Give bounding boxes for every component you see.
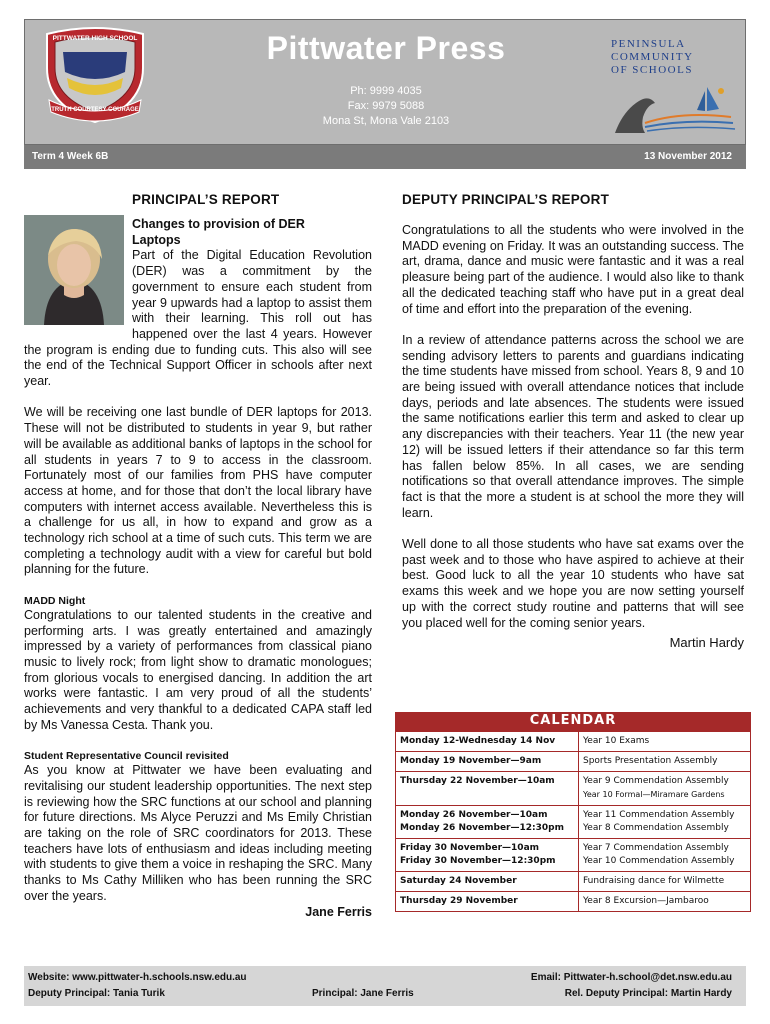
peninsula-community-logo (611, 38, 739, 140)
calendar-row (395, 892, 751, 912)
calendar-row (395, 752, 751, 772)
calendar-date: Monday 26 November—12:30pm (400, 823, 564, 833)
deputy-paragraph-3: Well done to all those students who have sat exams over the past week and to those who have aspired to achieve at their best. Good luck to all the year 10 students who have sat exams this week and we hope you are now setting yourself up with the correct study routine and patterns that will see you placed well for the coming senior years. (402, 537, 744, 630)
calendar-event: Year 10 Formal—Miramare Gardens (583, 790, 725, 799)
term-bar (24, 145, 746, 169)
term-week: Term 4 Week 6B (32, 151, 109, 162)
footer-website: Website: www.pittwater-h.schools.nsw.edu.au (28, 972, 247, 983)
principal-report (24, 192, 372, 920)
calendar-date: Monday 19 November—9am (400, 756, 542, 766)
calendar-event: Year 10 Exams (583, 736, 650, 746)
calendar-date-cell (396, 872, 579, 891)
footer-deputy-principal: Deputy Principal: Tania Turik (28, 988, 165, 999)
calendar-event-cell (579, 806, 750, 838)
calendar-event-cell (579, 839, 750, 871)
deputy-principal-report (402, 192, 744, 651)
partner-logo-line: COMMUNITY (611, 51, 694, 63)
calendar-event-cell (579, 752, 750, 771)
calendar-date: Friday 30 November—12:30pm (400, 856, 556, 866)
calendar-date-cell (396, 732, 579, 751)
calendar-event: Year 7 Commendation Assembly (583, 843, 729, 853)
calendar-heading: CALENDAR (395, 712, 751, 732)
der-title-line1: Changes to provision of DER (132, 217, 305, 231)
calendar-row (395, 806, 751, 839)
src-heading: Student Representative Council revisited (24, 750, 229, 763)
school-address: Mona St, Mona Vale 2103 (322, 115, 450, 127)
partner-logo-line: OF SCHOOLS (611, 64, 693, 76)
calendar-event: Year 10 Commendation Assembly (583, 856, 735, 866)
calendar-date: Friday 30 November—10am (400, 843, 540, 853)
calendar-table (395, 712, 751, 912)
der-paragraph-1: Part of the Digital Education Revolution (DER) was a commitment by the government to ensure each student from year 9 upwards had a laptop to assist them with their learning. This roll out has happened over the last 4 years. However the program is ending due to funding cuts. This also will see the end of the Technical Support Officer in schools after next year. (24, 248, 372, 389)
calendar-date-cell (396, 806, 579, 838)
crest-top-text: PITTWATER HIGH SCHOOL (52, 35, 138, 42)
footer-email: Email: Pittwater-h.school@det.nsw.edu.au (530, 972, 732, 983)
madd-night-paragraph: Congratulations to our talented students in the creative and performing arts. I was greatly entertained and amazingly impressed by a variety of performances from classical piano music to lively rock; from light show to dramatic monologues; from glorious vocals to energised dancing. In addition the art works were fantastic. I am very proud of all the students’ achievements and very thankful to a dedicated CAPA staff led by Ms Vanessa Cesta. Thank you. (24, 607, 372, 732)
calendar-event: Sports Presentation Assembly (583, 756, 718, 766)
phone-number: Ph: 9999 4035 (350, 85, 422, 97)
calendar-event-cell (579, 732, 750, 751)
calendar-event-cell (579, 772, 750, 805)
calendar-row (395, 872, 751, 892)
calendar-row (395, 839, 751, 872)
deputy-paragraph-2: In a review of attendance patterns across the school we are sending advisory letters to parents and guardians indicating the time students have missed from school. Years 8, 9 and 10 are being issued with overall attendance notices that include days, periods and late absences. The students were issued the same notifications earlier this term and asked to clear up any discrepancies with their teachers. Year 11 (the new year 12) will be issued letters if their attendance so far this term has fallen below 85%. In all cases, we are sending notifications so that overall attendance improves. The simple fact is that the more a student is at school the more they will learn. (402, 332, 744, 520)
calendar-date-cell (396, 892, 579, 911)
calendar-event: Year 9 Commendation Assembly (583, 776, 729, 786)
principal-signature: Jane Ferris (305, 905, 372, 920)
coastline-icon (611, 77, 739, 139)
partner-logo-line: PENINSULA (611, 38, 686, 50)
page-footer (24, 966, 746, 1006)
calendar-event: Year 8 Excursion—Jambaroo (583, 896, 709, 906)
calendar-row (395, 772, 751, 806)
calendar-date: Thursday 29 November (400, 896, 518, 906)
calendar-row (395, 732, 751, 752)
calendar-date-cell (396, 839, 579, 871)
der-title-line2: Laptops (132, 232, 181, 247)
partner-logo-text (611, 38, 739, 77)
src-paragraph: As you know at Pittwater we have been evaluating and revitalising our student leadership opportunities. The next step is reviewing how the SRC functions at our school and planning for future directions. Ms Alyce Peruzzi and Ms Emily Christian are taking on the role of SRC coordinators for 2013. These teachers have lots of enthusiasm and ideas including meeting with students to give them a voice in reshaping the SRC. Many thanks to Ms Cathy Milliken who has been running the SRC over the years. (24, 763, 372, 903)
masthead (24, 19, 746, 145)
madd-night-heading: MADD Night (24, 594, 86, 607)
deputy-paragraph-1: Congratulations to all the students who were involved in the MADD evening on Friday. It was an outstanding success. The art, drama, dance and music were fantastic and it was a real pleasure being part of the audience. I would also like to thank all the dedicated teaching staff who have put in a great deal of time and effort into the preparation of the evening. (402, 223, 744, 316)
calendar-date: Saturday 24 November (400, 876, 517, 886)
der-paragraph-2: We will be receiving one last bundle of DER laptops for 2013. These will not be distributed to students in year 9, but rather will be available as additional banks of laptops in the school for all students in years 7 to 9 to access in the classroom. Fortunately most of our families from PHS have computer access at home, and for those that don’t the local library have computers with internet access available. Nevertheless this is a challenge for us all, in how to expand and grow as a technology rich school at a time of such cuts. This term we are completing a technology audit with a view for careful but bold planning for the future. (24, 405, 372, 577)
crest-motto: TRUTH COURTESY COURAGE (51, 107, 139, 113)
calendar-event: Year 11 Commendation Assembly (583, 810, 735, 820)
calendar-date: Monday 26 November—10am (400, 810, 548, 820)
calendar-event: Year 8 Commendation Assembly (583, 823, 729, 833)
fax-number: Fax: 9979 5088 (347, 100, 425, 112)
footer-rel-deputy-principal: Rel. Deputy Principal: Martin Hardy (564, 988, 732, 999)
footer-principal: Principal: Jane Ferris (312, 988, 414, 999)
calendar-date: Thursday 22 November—10am (400, 776, 555, 786)
calendar-event-cell (579, 872, 750, 891)
issue-date: 13 November 2012 (644, 151, 732, 162)
deputy-report-heading: DEPUTY PRINCIPAL’S REPORT (402, 192, 610, 207)
calendar-event: Fundraising dance for Wilmette (583, 876, 725, 886)
deputy-signature: Martin Hardy (669, 635, 744, 651)
calendar-date-cell (396, 772, 579, 805)
calendar-event-cell (579, 892, 750, 911)
principal-report-heading: PRINCIPAL’S REPORT (132, 192, 280, 207)
calendar-date-cell (396, 752, 579, 771)
calendar-date: Monday 12-Wednesday 14 Nov (400, 736, 556, 746)
newsletter-title: Pittwater Press (266, 30, 506, 66)
principal-photo (24, 215, 124, 325)
